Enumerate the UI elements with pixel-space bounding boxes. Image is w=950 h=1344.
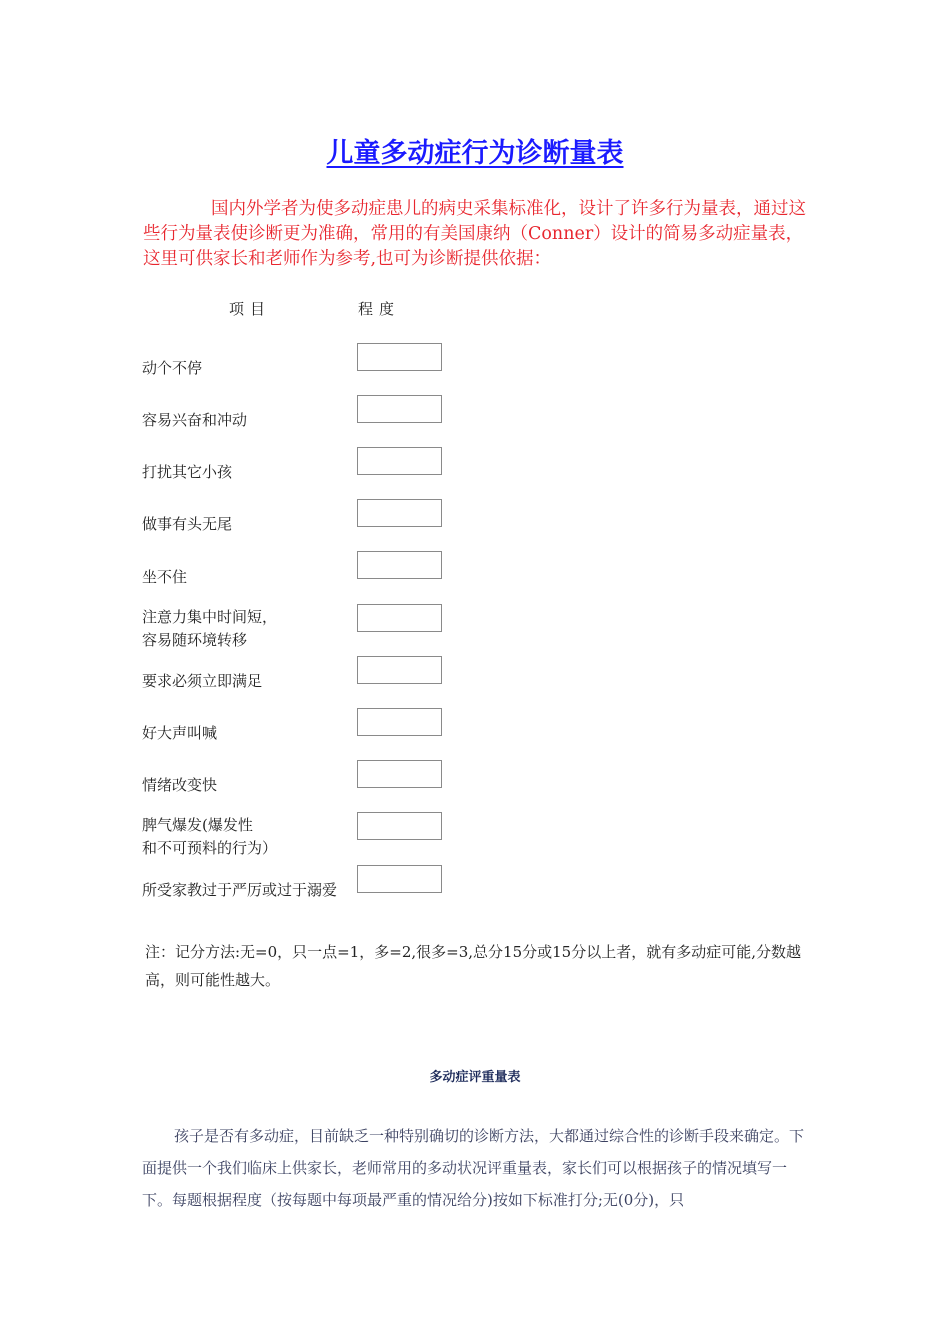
section-subtitle: 多动症评重量表: [429, 1070, 521, 1085]
scoring-note: 注：记分方法:无=0，只一点=1，多=2,很多=3,总分15分或15分以上者，就有多动症可能,分数越高，则可能性越大。: [145, 943, 801, 989]
degree-input-9[interactable]: [357, 812, 442, 840]
page-title: 儿童多动症行为诊断量表: [326, 138, 624, 169]
degree-input-5[interactable]: [357, 604, 442, 632]
degree-input-6[interactable]: [357, 656, 442, 684]
item-label-7: 好大声叫喊: [142, 724, 218, 742]
degree-input-0[interactable]: [357, 343, 442, 371]
item-label-2: 打扰其它小孩: [142, 463, 233, 481]
item-label-5: 注意力集中时间短， 容易随环境转移: [142, 608, 278, 649]
column-header-item: 项目: [229, 300, 272, 318]
degree-input-1[interactable]: [357, 395, 442, 423]
degree-input-2[interactable]: [357, 447, 442, 475]
item-label-4: 坐不住: [142, 568, 188, 586]
item-label-6: 要求必须立即满足: [142, 672, 263, 690]
degree-input-7[interactable]: [357, 708, 442, 736]
item-label-10: 所受家教过于严厉或过于溺爱: [142, 881, 338, 899]
intro-paragraph: 国内外学者为使多动症患儿的病史采集标准化，设计了许多行为量表，通过这些行为量表使诊断更为准确，常用的有美国康纳（Conner）设计的简易多动症量表，这里可供家长和老师作为参考,也可为诊断提供依据：: [143, 199, 806, 269]
item-label-1: 容易兴奋和冲动: [142, 411, 248, 429]
item-label-8: 情绪改变快: [142, 776, 218, 794]
item-label-0: 动个不停: [142, 359, 203, 377]
degree-input-8[interactable]: [357, 760, 442, 788]
item-label-3: 做事有头无尾: [142, 515, 233, 533]
column-header-degree: 程度: [358, 300, 401, 318]
degree-input-3[interactable]: [357, 499, 442, 527]
body-paragraph: 孩子是否有多动症，目前缺乏一种特别确切的诊断方法，大都通过综合性的诊断手段来确定。下面提供一个我们临床上供家长，老师常用的多动状况评重量表，家长们可以根据孩子的情况填写一下。每题根据程度（按每题中每项最严重的情况给分)按如下标准打分;无(0分)，只: [142, 1127, 805, 1209]
item-label-9: 脾气爆发(爆发性 和不可预料的行为）: [142, 816, 278, 857]
degree-input-4[interactable]: [357, 551, 442, 579]
degree-input-10[interactable]: [357, 865, 442, 893]
